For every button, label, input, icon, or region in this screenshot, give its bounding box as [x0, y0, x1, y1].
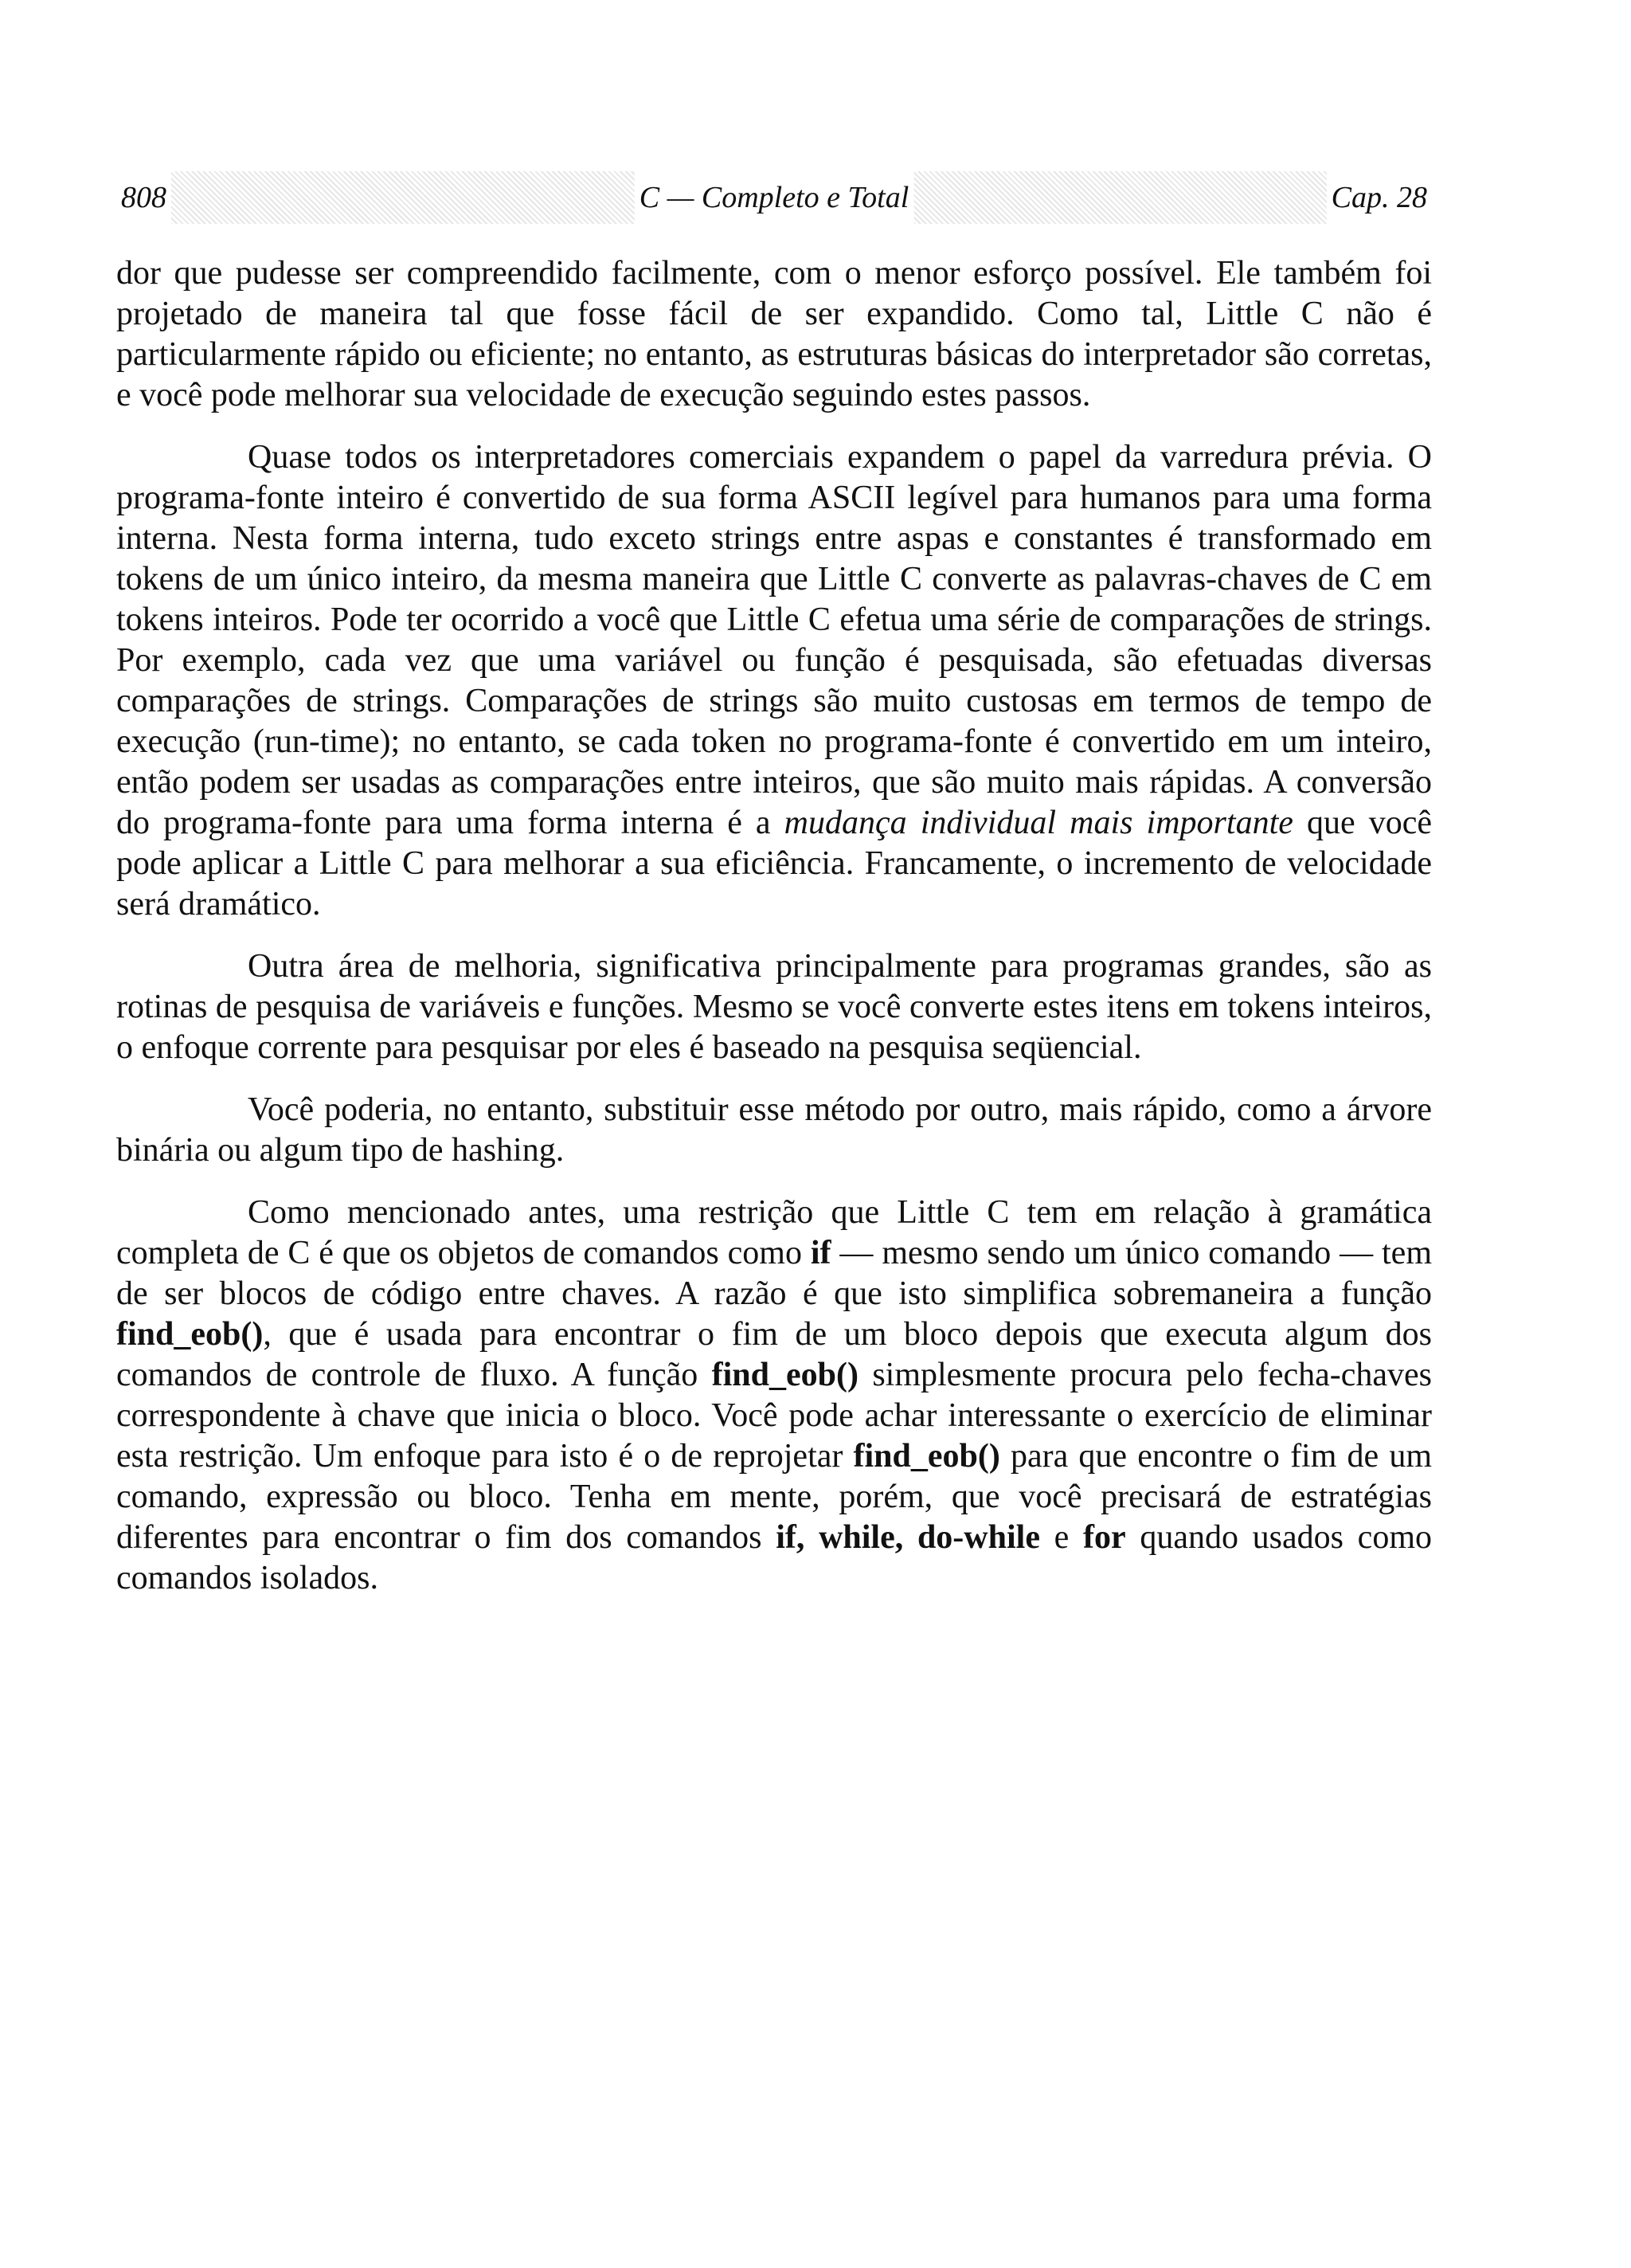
keyword-for: for [1083, 1519, 1126, 1556]
paragraph-5-text-3: , que é usada para encontrar o fim de um bloco depois que executa algum dos comandos de controle de fluxo. A função [116, 1316, 1432, 1393]
paragraph-2-text-b: que você pode aplicar a Little C para melhorar a sua eficiência. Francamente, o incremento de velocidade será dramático. [116, 805, 1432, 922]
paragraph-5-text-1: Como mencionado antes, uma restrição que Little C tem em relação à gramática completa de C é que os objetos de comandos como [116, 1194, 1432, 1271]
paragraph-1: dor que pudesse ser compreendido facilmente, com o menor esforço possível. Ele também foi projetado de maneira tal que fosse fácil de ser expandido. Como tal, Little C não é particularmente rápido ou eficiente; no entanto, as estruturas básicas do interpretador são corretas, e você pode melhorar sua velocidade de execução seguindo estes passos. [116, 255, 1432, 413]
keyword-find-eob: find_eob() [711, 1357, 859, 1393]
chapter-label: Cap. 28 [1327, 171, 1432, 224]
running-title: C — Completo e Total [635, 171, 914, 224]
paragraph-5-text-5: para que encontre o fim de um comando, expressão ou bloco. Tenha em mente, porém, que você precisará de estratégias diferentes para encontrar o fim dos comandos [116, 1438, 1432, 1556]
keyword-if: if, [776, 1519, 805, 1556]
paragraph-5-text-2: — mesmo sendo um único comando — tem de ser blocos de código entre chaves. A razão é que isto simplifica sobremaneira a função [116, 1235, 1432, 1312]
paragraph-2-text-a: Quase todos os interpretadores comerciais expandem o papel da varredura prévia. O programa-fonte inteiro é convertido de sua forma ASCII legível para humanos para uma forma interna. Nesta forma interna, tudo exceto strings entre aspas e constantes é transformado em tokens de um único inteiro, da mesma maneira que Little C converte as palavras-chaves de C em tokens inteiros. Pode ter ocorrido a você que Little C efetua uma série de comparações de strings. Por exemplo, cada vez que uma variável ou função é pesquisada, são efetuadas diversas comparações de strings. Comparações de strings são muito custosas em termos de tempo de execução (run-time); no entanto, se cada token no programa-fonte é convertido em um inteiro, então podem ser usadas as comparações entre inteiros, que são muito mais rápidas. A conversão do programa-fonte para uma forma interna é a [116, 439, 1432, 841]
body-text [116, 253, 1432, 1620]
paragraph-5-text-6 [804, 1519, 819, 1556]
paragraph-4: Você poderia, no entanto, substituir esse método por outro, mais rápido, como a árvore binária ou algum tipo de hashing. [116, 1091, 1432, 1169]
paragraph-5-text-8: e [1039, 1519, 1083, 1556]
paragraph-2 [116, 437, 1432, 925]
keyword-find-eob: find_eob() [853, 1438, 1000, 1475]
paragraph-5-text-4: simplesmente procura pelo fecha-chaves correspondente à chave que inicia o bloco. Você pode achar interessante o exercício de eliminar esta restrição. Um enfoque para isto é o de reprojetar [116, 1357, 1432, 1475]
page-header [116, 171, 1432, 224]
keyword-do-while: do-while [917, 1519, 1040, 1556]
paragraph-5-text-9: quando usados como comandos isolados. [116, 1519, 1432, 1596]
page-number: 808 [116, 171, 171, 224]
paragraph-3: Outra área de melhoria, significativa principalmente para programas grandes, são as rotinas de pesquisa de variáveis e funções. Mesmo se você converte estes itens em tokens inteiros, o enfoque corrente para pesquisar por eles é baseado na pesquisa seqüencial. [116, 948, 1432, 1066]
paragraph-5-text-7 [903, 1519, 917, 1556]
paragraph-5 [116, 1193, 1432, 1599]
keyword-if: if [810, 1235, 831, 1271]
keyword-while: while, [819, 1519, 904, 1556]
keyword-find-eob: find_eob() [116, 1316, 264, 1353]
emphasis-phrase: mudança individual mais importante [784, 805, 1293, 841]
